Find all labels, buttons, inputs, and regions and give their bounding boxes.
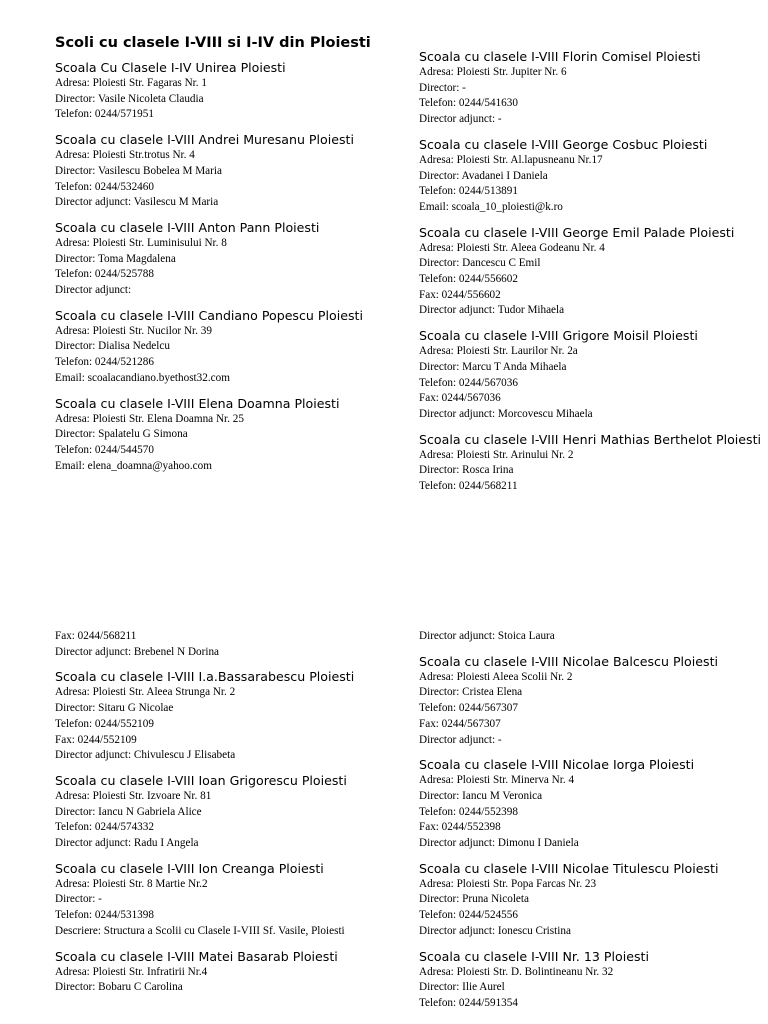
entry-detail-line: Email: scoalacandiano.byethost32.com — [55, 371, 230, 384]
entry-detail-line: Adresa: Ploiesti Str. Jupiter Nr. 6 — [419, 66, 567, 78]
entry-detail-line: Director adjunct: Radu I Angela — [55, 837, 199, 850]
school-entry — [55, 949, 405, 996]
page2-column-right — [419, 629, 768, 1021]
entry-detail-line: Director: - — [419, 81, 466, 94]
school-name: Scoala Cu Clasele I-IV Unirea Ploiesti — [55, 60, 286, 75]
entry-detail-line: Telefon: 0244/567307 — [419, 702, 518, 715]
page1-column-right — [419, 49, 768, 504]
entry-detail-line: Director adjunct: Vasilescu M Maria — [55, 196, 219, 209]
school-entry — [419, 49, 768, 128]
entry-detail-line: Director adjunct: Morcovescu Mihaela — [419, 407, 593, 420]
school-entry — [55, 60, 405, 123]
entry-detail-line: Adresa: Ploiesti Str. Luminisului Nr. 8 — [55, 236, 227, 249]
entry-detail-line: Director adjunct: Stoica Laura — [419, 630, 555, 642]
entry-detail-line: Telefon: 0244/544570 — [55, 443, 154, 456]
school-list — [419, 654, 768, 1012]
school-list — [55, 669, 405, 996]
entry-detail-line: Director: Sitaru G Nicolae — [55, 702, 174, 715]
school-name: Scoala cu clasele I-VIII Nicolae Titulescu Ploiesti — [419, 860, 719, 876]
school-entry — [55, 669, 405, 764]
entry-detail-line: Telefon: 0244/552109 — [55, 717, 154, 730]
school-name: Scoala cu clasele I-VIII Nicolae Balcescu Ploiesti — [419, 653, 719, 669]
entry-detail-line: Telefon: 0244/521286 — [55, 356, 154, 369]
entry-detail-line: Telefon: 0244/552398 — [419, 805, 518, 818]
entry-detail-line: Telefon: 0244/556602 — [419, 273, 518, 286]
school-list — [419, 49, 768, 495]
page2-column-left — [55, 629, 405, 1005]
school-name: Scoala cu clasele I-VIII Ioan Grigorescu Ploiesti — [55, 772, 347, 788]
school-entry — [55, 220, 405, 299]
continued-entry — [419, 629, 768, 645]
entry-detail-line: Director: Ilie Aurel — [419, 981, 505, 994]
entry-detail-line: Fax: 0244/567307 — [419, 717, 501, 730]
entry-detail-line: Adresa: Ploiesti Str. Aleea Strunga Nr. 2 — [55, 686, 236, 699]
entry-detail-line: Email: scoala_10_ploiesti@k.ro — [419, 200, 563, 213]
entry-detail-line: Director adjunct: - — [419, 113, 502, 126]
school-name: Scoala cu clasele I-VIII Henri Mathias Berthelot Ploiesti — [419, 431, 762, 447]
school-entry — [419, 328, 768, 423]
entry-detail-line: Telefon: 0244/574332 — [55, 821, 154, 834]
school-list — [55, 60, 405, 474]
entry-detail-line: Telefon: 0244/531398 — [55, 909, 154, 922]
school-entry — [55, 308, 405, 387]
school-name: Scoala cu clasele I-VIII Nicolae Iorga Ploiesti — [419, 757, 695, 773]
school-name: Scoala cu clasele I-VIII Elena Doamna Ploiesti — [55, 395, 340, 411]
entry-detail-line: Telefon: 0244/525788 — [55, 268, 154, 281]
entry-detail-line: Adresa: Ploiesti Str. Infratirii Nr.4 — [55, 965, 208, 978]
entry-detail-line: Director: Dancescu C Emil — [419, 257, 541, 270]
entry-detail-line: Adresa: Ploiesti Str. Minerva Nr. 4 — [419, 774, 575, 787]
school-name: Scoala cu clasele I-VIII Anton Pann Ploiesti — [55, 219, 320, 235]
school-name: Scoala cu clasele I-VIII Florin Comisel Ploiesti — [419, 49, 701, 64]
school-entry — [419, 432, 768, 495]
school-entry — [419, 757, 768, 852]
entry-detail-line: Adresa: Ploiesti Str. Nucilor Nr. 39 — [55, 324, 212, 337]
entry-detail-line: Fax: 0244/552398 — [419, 821, 501, 834]
school-name: Scoala cu clasele I-VIII Candiano Popescu Ploiesti — [55, 307, 363, 323]
document-title: Scoli cu clasele I-VIII si I-IV din Ploiesti — [55, 35, 371, 51]
entry-detail-line: Director: Iancu M Veronica — [419, 789, 543, 802]
entry-detail-line: Adresa: Ploiesti Str.trotus Nr. 4 — [55, 149, 195, 162]
school-name: Scoala cu clasele I-VIII Andrei Muresanu Ploiesti — [55, 132, 354, 148]
continued-entry — [55, 629, 405, 660]
entry-detail-line: Director: Toma Magdalena — [55, 252, 176, 265]
school-entry — [419, 137, 768, 216]
entry-detail-line: Adresa: Ploiesti Str. Arinului Nr. 2 — [419, 448, 574, 461]
entry-detail-line: Director: Marcu T Anda Mihaela — [419, 360, 567, 373]
page1-column-left — [55, 34, 405, 483]
entry-detail-line: Adresa: Ploiesti Str. Izvoare Nr. 81 — [55, 789, 212, 802]
entry-detail-line: Director: Vasile Nicoleta Claudia — [55, 92, 204, 105]
entry-detail-line: Adresa: Ploiesti Str. Popa Farcas Nr. 23 — [419, 877, 597, 890]
school-entry — [419, 225, 768, 320]
entry-detail-line: Director adjunct: Tudor Mihaela — [419, 304, 565, 317]
entry-detail-line: Fax: 0244/556602 — [419, 288, 501, 301]
entry-detail-line: Director: Rosca Irina — [419, 464, 514, 477]
entry-detail-line: Director adjunct: Dimonu I Daniela — [419, 837, 579, 850]
entry-detail-line: Director: - — [55, 893, 102, 906]
entry-detail-line: Director adjunct: Brebenel N Dorina — [55, 645, 220, 658]
school-name: Scoala cu clasele I-VIII Grigore Moisil Ploiesti — [419, 328, 698, 344]
entry-detail-line: Telefon: 0244/568211 — [419, 480, 518, 493]
entry-detail-line: Director: Vasilescu Bobelea M Maria — [55, 164, 222, 177]
school-entry — [55, 773, 405, 852]
entry-detail-line: Fax: 0244/567036 — [419, 392, 501, 405]
entry-detail-line: Director: Cristea Elena — [419, 686, 523, 699]
school-entry — [55, 861, 405, 940]
entry-detail-line: Adresa: Ploiesti Str. Aleea Godeanu Nr. 4 — [419, 241, 605, 254]
entry-detail-line: Director: Bobaru C Carolina — [55, 981, 183, 994]
entry-detail-line: Adresa: Ploiesti Aleea Scolii Nr. 2 — [419, 670, 573, 683]
entry-detail-line: Telefon: 0244/567036 — [419, 376, 518, 389]
entry-detail-line: Director: Pruna Nicoleta — [419, 893, 529, 906]
entry-detail-line: Director adjunct: - — [419, 733, 502, 746]
entry-detail-line: Adresa: Ploiesti Str. Al.lapusneanu Nr.17 — [419, 153, 603, 166]
school-entry — [419, 654, 768, 749]
entry-detail-line: Director: Spalatelu G Simona — [55, 428, 188, 441]
entry-detail-line: Director: Avadanei I Daniela — [419, 169, 548, 182]
school-name: Scoala cu clasele I-VIII Ion Creanga Ploiesti — [55, 860, 324, 876]
entry-detail-line: Telefon: 0244/541630 — [419, 97, 518, 110]
entry-detail-line: Fax: 0244/552109 — [55, 733, 137, 746]
school-entry — [419, 861, 768, 940]
entry-detail-line: Telefon: 0244/532460 — [55, 180, 154, 193]
school-name: Scoala cu clasele I-VIII I.a.Bassarabescu Ploiesti — [55, 669, 355, 685]
entry-detail-line: Telefon: 0244/513891 — [419, 185, 518, 198]
entry-detail-line: Fax: 0244/568211 — [55, 630, 137, 642]
entry-detail-line: Telefon: 0244/524556 — [419, 909, 518, 922]
school-entry — [55, 132, 405, 211]
school-name: Scoala cu clasele I-VIII Nr. 13 Ploiesti — [419, 948, 649, 964]
school-name: Scoala cu clasele I-VIII George Emil Palade Ploiesti — [419, 224, 735, 240]
entry-detail-line: Director adjunct: Ionescu Cristina — [419, 924, 571, 937]
entry-detail-line: Adresa: Ploiesti Str. 8 Martie Nr.2 — [55, 877, 208, 890]
school-name: Scoala cu clasele I-VIII Matei Basarab Ploiesti — [55, 948, 338, 964]
document-page-2 — [0, 600, 768, 1024]
entry-detail-line: Descriere: Structura a Scolii cu Clasele I-VIII Sf. Vasile, Ploiesti — [55, 924, 345, 937]
entry-detail-line: Director: Iancu N Gabriela Alice — [55, 805, 202, 818]
entry-detail-line: Director adjunct: — [55, 284, 132, 297]
entry-detail-line: Adresa: Ploiesti Str. Elena Doamna Nr. 25 — [55, 412, 244, 425]
entry-detail-line: Adresa: Ploiesti Str. D. Bolintineanu Nr. 32 — [419, 965, 614, 978]
entry-detail-line: Adresa: Ploiesti Str. Fagaras Nr. 1 — [55, 77, 207, 89]
entry-detail-line: Director: Dialisa Nedelcu — [55, 340, 170, 353]
school-name: Scoala cu clasele I-VIII George Cosbuc Ploiesti — [419, 136, 708, 152]
school-entry — [55, 396, 405, 475]
entry-detail-line: Email: elena_doamna@yahoo.com — [55, 459, 212, 472]
entry-detail-line: Telefon: 0244/571951 — [55, 108, 154, 121]
school-entry — [419, 949, 768, 1012]
entry-detail-line: Telefon: 0244/591354 — [419, 996, 518, 1009]
entry-detail-line: Director adjunct: Chivulescu J Elisabeta — [55, 749, 236, 762]
entry-detail-line: Adresa: Ploiesti Str. Laurilor Nr. 2a — [419, 345, 578, 358]
